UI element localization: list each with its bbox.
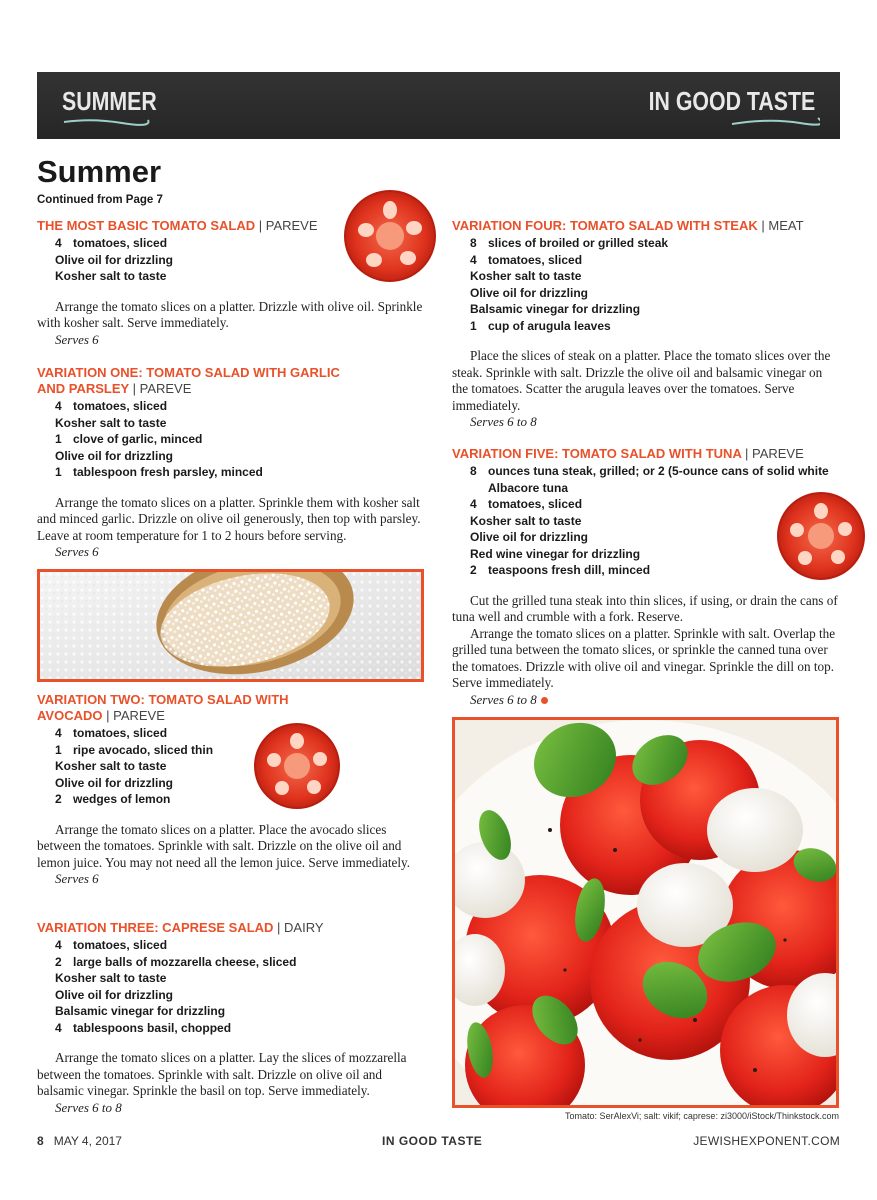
- header-swash-left: [62, 116, 152, 128]
- recipe-title: THE MOST BASIC TOMATO SALAD | PAREVE: [37, 218, 318, 233]
- ingredient: 4 tomatoes, sliced: [470, 497, 583, 511]
- ingredient: 1 tablespoon fresh parsley, minced: [55, 465, 263, 479]
- serves-note: Serves 6 to 8: [470, 414, 537, 429]
- recipe-instructions: Arrange the tomato slices on a platter. Sprinkle them with kosher salt and minced garlic. Drizzle on olive oil generously, then top with parsley. Leave at room temperature for 1 to 2 hours before serving.: [37, 494, 421, 543]
- ingredient-list: [452, 463, 840, 579]
- recipe-variation-one: [37, 365, 427, 560]
- ingredient: 2 large balls of mozzarella cheese, sliced: [55, 954, 297, 969]
- caprese-photo: [452, 717, 839, 1108]
- ingredient: Olive oil for drizzling: [470, 285, 589, 300]
- serves-note: Serves 6: [55, 544, 99, 559]
- ingredient: 4 tomatoes, sliced: [55, 236, 168, 250]
- ingredient: 4 tomatoes, sliced: [55, 399, 168, 413]
- salt-spoon-image: [40, 572, 421, 679]
- recipe-variation-four: [452, 218, 840, 430]
- ingredient: Balsamic vinegar for drizzling: [470, 302, 641, 316]
- ingredient: 1 cup of arugula leaves: [470, 318, 611, 333]
- column-label: IN GOOD TASTE: [648, 86, 815, 116]
- ingredient: 8 ounces tuna steak, grilled; or 2 (5-ounce cans of solid white: [470, 464, 829, 478]
- ingredient: Kosher salt to taste: [470, 269, 582, 283]
- ingredient: Olive oil for drizzling: [470, 530, 589, 544]
- continued-from: Continued from Page 7: [37, 194, 163, 206]
- ingredient: 4 tomatoes, sliced: [55, 726, 168, 740]
- ingredient-list: [37, 398, 427, 481]
- section-label: SUMMER: [62, 86, 157, 116]
- recipe-instructions: Arrange the tomato slices on a platter. Sprinkle with salt. Overlap the grilled tuna between the tomato slices, or sprinkle the canned tuna over the tomatoes. Drizzle with olive oil and vinegar. Sprinkle the dill on top. Serve immediately.: [452, 625, 836, 690]
- ingredient: 8 slices of broiled or grilled steak: [470, 236, 669, 250]
- serves-note: Serves 6 to 8: [452, 692, 840, 708]
- recipe-title: VARIATION THREE: CAPRESE SALAD | DAIRY: [37, 920, 324, 935]
- ingredient: Kosher salt to taste: [55, 971, 167, 985]
- recipe-basic: [37, 218, 427, 348]
- ingredient: Olive oil for drizzling: [55, 252, 174, 267]
- end-mark: [541, 697, 548, 704]
- ingredient: 4 tomatoes, sliced: [55, 938, 168, 952]
- issue-date: MAY 4, 2017: [53, 1134, 122, 1148]
- caprese-salad-image: [455, 720, 836, 1105]
- serves-note: Serves 6: [55, 871, 99, 886]
- recipe-title: VARIATION TWO: TOMATO SALAD WITH AVOCADO | PAREVE: [37, 692, 289, 723]
- ingredient: Olive oil for drizzling: [55, 987, 174, 1002]
- recipe-instructions: Arrange the tomato slices on a platter. Lay the slices of mozzarella between the tomatoes. Sprinkle with salt. Drizzle on olive oil and balsamic vinegar. Sprinkle the basil on top. Serve immediately.: [37, 1050, 407, 1098]
- footer-section: IN GOOD TASTE: [382, 1134, 483, 1148]
- recipe-instructions: Cut the grilled tuna steak into thin slices, if using, or drain the cans of tuna well and crumble with a fork. Reserve.: [452, 592, 838, 624]
- recipe-instructions: Arrange the tomato slices on a platter. Place the avocado slices between the tomatoes. Sprinkle with salt. Drizzle on the olive oil and lemon juice. You may not need all the lemon juice. Serve immediately.: [37, 821, 411, 870]
- recipe-instructions: Place the slices of steak on a platter. Place the tomato slices over the steak. Sprinkle with salt. Drizzle the olive oil and balsamic vinegar on the tomatoes. Scatter the arugula leaves over the tomatoes. Serve immediately.: [452, 348, 831, 413]
- ingredient-list: [37, 725, 427, 808]
- ingredient: 2 wedges of lemon: [55, 792, 171, 806]
- header-swash-right: [730, 114, 820, 128]
- ingredient: Kosher salt to taste: [470, 513, 582, 528]
- ingredient: 4 tablespoons basil, chopped: [55, 1020, 232, 1035]
- recipe-title: VARIATION ONE: TOMATO SALAD WITH GARLIC AND PARSLEY | PAREVE: [37, 365, 340, 396]
- recipe-variation-two: [37, 692, 427, 887]
- ingredient: Red wine vinegar for drizzling: [470, 546, 641, 561]
- ingredient: Albacore tuna: [488, 480, 569, 495]
- ingredient: Balsamic vinegar for drizzling: [55, 1004, 226, 1018]
- ingredient-list: [452, 235, 840, 334]
- page-number: 8: [37, 1134, 44, 1148]
- ingredient: 2 teaspoons fresh dill, minced: [470, 563, 651, 577]
- recipe-title: VARIATION FOUR: TOMATO SALAD WITH STEAK | MEAT: [452, 218, 804, 233]
- ingredient: 1 clove of garlic, minced: [55, 432, 203, 446]
- ingredient: 4 tomatoes, sliced: [470, 252, 583, 267]
- continued-page-link[interactable]: Page 7: [125, 194, 163, 206]
- footer-left: [37, 1134, 122, 1148]
- ingredient: Kosher salt to taste: [55, 269, 167, 283]
- footer-website[interactable]: JEWISHEXPONENT.COM: [693, 1134, 840, 1148]
- ingredient: Kosher salt to taste: [55, 759, 167, 773]
- page-title: Summer: [37, 154, 162, 189]
- recipe-title: VARIATION FIVE: TOMATO SALAD WITH TUNA | PAREVE: [452, 446, 804, 461]
- ingredient: Olive oil for drizzling: [55, 775, 174, 790]
- ingredient-list: [37, 235, 427, 285]
- ingredient: 1 ripe avocado, sliced thin: [55, 742, 214, 757]
- ingredient: Olive oil for drizzling: [55, 448, 174, 463]
- recipe-instructions: Arrange the tomato slices on a platter. Drizzle with olive oil. Sprinkle with kosher salt. Serve immediately.: [37, 298, 423, 330]
- recipe-variation-five: [452, 446, 840, 708]
- recipe-variation-three: [37, 920, 427, 1116]
- ingredient-list: [37, 937, 427, 1036]
- photo-credit: Tomato: SerAlexVi; salt: vikif; caprese: zi3000/iStock/Thinkstock.com: [565, 1111, 839, 1121]
- serves-note: Serves 6 to 8: [55, 1099, 122, 1115]
- ingredient: Kosher salt to taste: [55, 415, 167, 430]
- salt-photo: [37, 569, 424, 682]
- serves-note: Serves 6: [55, 331, 99, 347]
